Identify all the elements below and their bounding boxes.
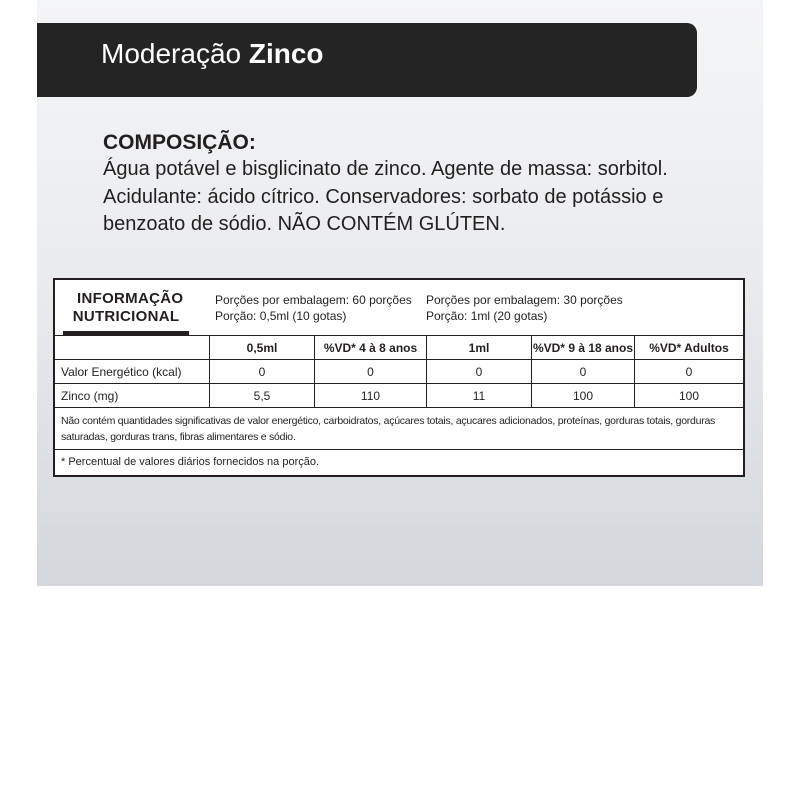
nutrition-note: Não contém quantidades significativas de valor energético, carboidratos, açúcares totais, açucares adicionados, proteínas, gorduras totais, gorduras: [61, 415, 716, 427]
group-a-servings: Porções por embalagem: 60 porções: [215, 293, 412, 307]
column-header: 0,5ml: [246, 341, 278, 355]
composition-line: benzoato de sódio. NÃO CONTÉM GLÚTEN.: [103, 213, 506, 235]
product-title: [101, 38, 324, 70]
row-label: Valor Energético (kcal): [61, 365, 182, 379]
group-a-portion: Porção: 0,5ml (10 gotas): [215, 309, 347, 323]
table-cell: 100: [678, 389, 700, 403]
column-header: 1ml: [468, 341, 490, 355]
divider: [55, 449, 743, 450]
divider: [55, 335, 743, 336]
column-header: %VD* 9 à 18 anos: [532, 341, 634, 355]
table-cell: 0: [258, 365, 266, 379]
nutrition-table: [53, 278, 745, 477]
divider: [55, 359, 743, 360]
group-b-servings: Porções por embalagem: 30 porções: [426, 293, 623, 307]
column-header: %VD* 4 à 8 anos: [323, 341, 418, 355]
nutrition-title-line2: NUTRICIONAL: [72, 308, 180, 325]
divider: [55, 407, 743, 408]
table-cell: 5,5: [253, 389, 271, 403]
table-cell: 0: [367, 365, 374, 379]
column-header: %VD* Adultos: [649, 341, 729, 355]
composition-heading: COMPOSIÇÃO:: [103, 131, 256, 154]
table-cell: 11: [472, 389, 486, 403]
group-b-portion: Porção: 1ml (20 gotas): [426, 309, 548, 323]
divider: [55, 383, 743, 384]
table-cell: 0: [685, 365, 693, 379]
title-bold: Zinco: [248, 38, 324, 69]
composition-line: Acidulante: ácido cítrico. Conservadores: sorbato de potássio e: [103, 186, 664, 208]
table-cell: 0: [579, 365, 587, 379]
nutrition-title-line1: INFORMAÇÃO: [77, 290, 184, 307]
table-cell: 100: [572, 389, 594, 403]
title-regular: Moderação: [101, 38, 242, 69]
table-cell: 110: [360, 389, 381, 403]
row-label: Zinco (mg): [61, 389, 119, 403]
table-cell: 0: [475, 365, 483, 379]
composition-line: Água potável e bisglicinato de zinco. Agente de massa: sorbitol.: [103, 158, 668, 180]
nutrition-note: saturadas, gorduras trans, fibras alimentares e sódio.: [61, 431, 296, 443]
footnote: * Percentual de valores diários fornecidos na porção.: [61, 456, 320, 468]
